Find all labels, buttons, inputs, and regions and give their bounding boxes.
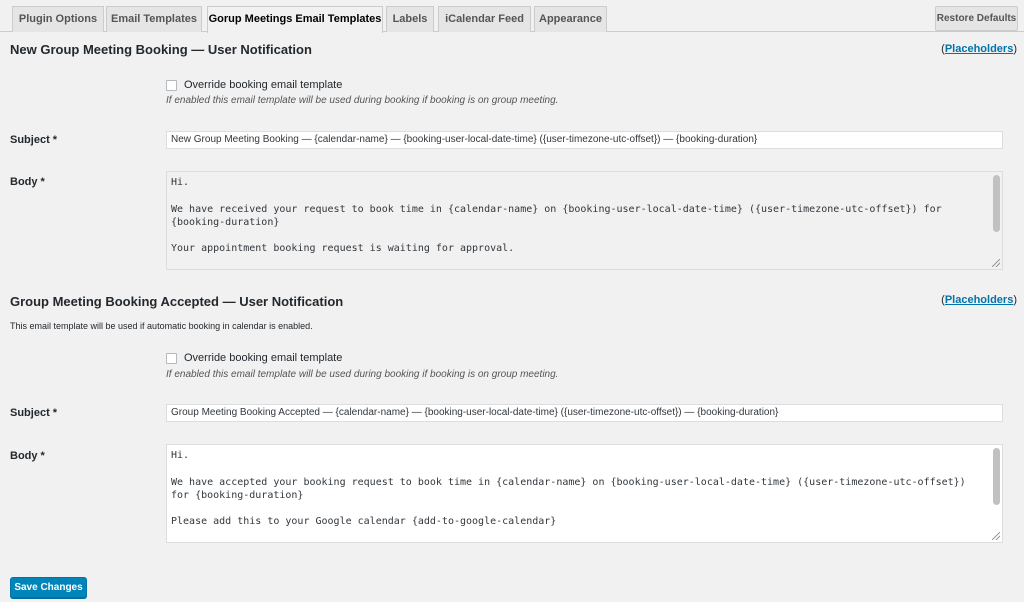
section2-body-label: Body * [10, 450, 45, 462]
section2-placeholders: (Placeholders) [941, 294, 1017, 306]
section2-placeholders-link[interactable]: Placeholders [944, 294, 1014, 306]
tab-icalendar-feed[interactable]: iCalendar Feed [438, 6, 531, 32]
section2-body-line: Please add this to your Google calendar {add-to-google-calendar} [171, 516, 557, 528]
section1-placeholders-link[interactable]: Placeholders [944, 43, 1014, 55]
section1-subject-label: Subject * [10, 134, 58, 146]
section2-subject-label: Subject * [10, 407, 58, 419]
section1-body-textarea[interactable] [166, 171, 1003, 270]
section1-placeholders: (Placeholders) [941, 43, 1017, 55]
section1-override-label: Override booking email template [184, 79, 343, 91]
restore-defaults-button[interactable]: Restore Defaults [935, 6, 1018, 31]
section2-override-row[interactable] [166, 352, 342, 364]
section2-override-checkbox[interactable] [166, 353, 177, 364]
section1-override-row[interactable] [166, 79, 342, 91]
settings-tab-bar [0, 0, 1024, 32]
tab-email-templates[interactable]: Email Templates [106, 6, 202, 32]
section2-body-line: Hi. [171, 450, 190, 461]
save-changes-button[interactable]: Save Changes [10, 577, 87, 598]
tab-labels[interactable]: Labels [386, 6, 434, 32]
section1-body-label: Body * [10, 176, 45, 188]
section1-body-scrollbar[interactable] [993, 175, 1000, 232]
tab-appearance[interactable]: Appearance [534, 6, 607, 32]
section2-body-textarea[interactable] [166, 444, 1003, 543]
section1-body-line: We have received your request to book time in {calendar-name} on {booking-user-local-date-time} ({user-timezone-utc-offset}) for {booking-duration} [171, 203, 948, 228]
section1-subject-input[interactable]: New Group Meeting Booking — {calendar-name} — {booking-user-local-date-time} ({user-timezone-utc-offset}) — {booking-duration} [166, 131, 1003, 149]
section2-resize-handle-icon[interactable] [992, 532, 1000, 540]
section1-override-description: If enabled this email template will be used during booking if booking is on group meeting. [166, 95, 559, 106]
section2-title: Group Meeting Booking Accepted — User Notification [10, 294, 344, 309]
section1-title: New Group Meeting Booking — User Notification [10, 42, 312, 57]
section2-body-scrollbar[interactable] [993, 448, 1000, 505]
section1-body-line: Hi. [171, 177, 190, 188]
section1-override-checkbox[interactable] [166, 80, 177, 91]
tab-plugin-options[interactable]: Plugin Options [12, 6, 104, 32]
section2-subject-input[interactable]: Group Meeting Booking Accepted — {calendar-name} — {booking-user-local-date-time} ({user-timezone-utc-offset}) — {booking-duration} [166, 404, 1003, 422]
section2-override-description: If enabled this email template will be used during booking if booking is on group meeting. [166, 369, 559, 380]
section1-body-line: Your appointment booking request is waiting for approval. [171, 243, 515, 255]
section1-resize-handle-icon[interactable] [992, 259, 1000, 267]
tab-group-meetings-email-templates[interactable]: Gorup Meetings Email Templates [207, 6, 383, 33]
section2-body-line: We have accepted your booking request to book time in {calendar-name} on {booking-user-local-date-time} ({user-timezone-utc-offset}) for {booking-duration} [171, 476, 972, 501]
section2-override-label: Override booking email template [184, 352, 343, 364]
section2-note: This email template will be used if automatic booking in calendar is enabled. [10, 321, 313, 331]
